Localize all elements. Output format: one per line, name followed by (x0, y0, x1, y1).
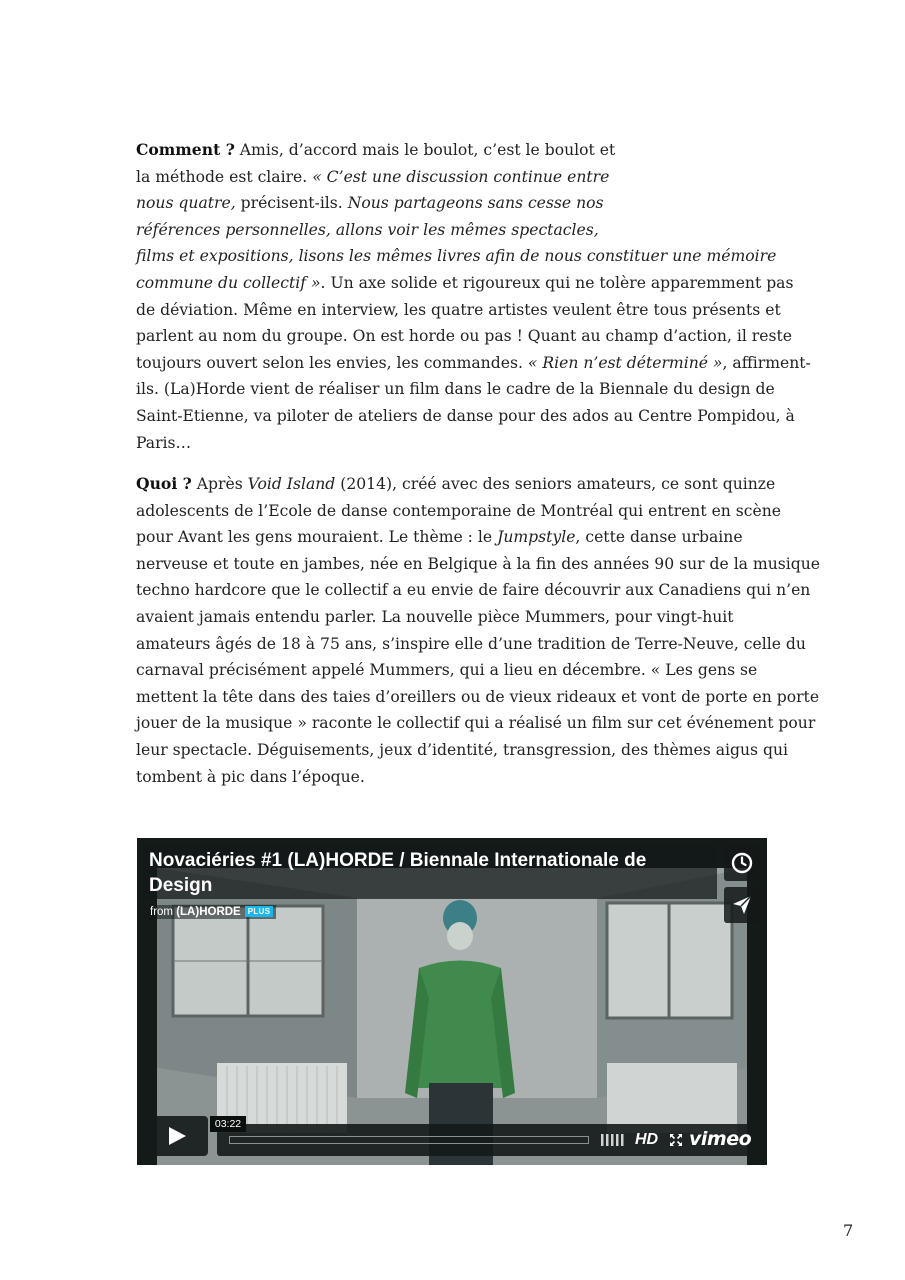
duration-label: 03:22 (210, 1116, 246, 1132)
play-button[interactable] (144, 1116, 208, 1156)
paper-plane-icon (730, 893, 754, 917)
paragraph-quoi: Quoi ? Après Void Island (2014), créé avec des seniors amateurs, ce sont quinze adolescents de l’Ecole de danse contemporaine de Montréal qui entrent en scène pour Avant les gens mouraient. Le thème : le Jumpstyle, cette danse urbaine nerveuse et toute en jambes, née en Belgique à la fin des années 90 sur de la musique techno hardcore que le collectif a eu envie de faire découvrir aux Canadiens qui n’en avaient jamais entendu parler. La nouvelle pièce Mummers, pour vingt-huit amateurs âgés de 18 à 75 ans, s’inspire elle d’une tradition de Terre-Neuve, celle du carnaval précisément appelé Mummers, qui a lieu en décembre. « Les gens se mettent la tête dans des taies d’oreillers ou de vieux rideaux et vont de porte en porte jouer de la musique » raconte le collectif qui a réalisé un film sur cet événement pour leur spectacle. Déguisements, jeux d’identité, transgression, des thèmes aigus qui tombent à pic dans l’époque. (136, 474, 821, 786)
plus-badge: PLUS (245, 906, 274, 917)
video-player[interactable] (137, 838, 767, 1165)
video-byline: from (LA)HORDE PLUS (149, 905, 276, 919)
share-button[interactable] (724, 887, 760, 923)
paragraph-comment: Comment ? Amis, d’accord mais le boulot, c’est le boulot et la méthode est claire. « C’est une discussion continue entre nous quatre, précisent-ils. Nous partageons sans cesse nos références personnelles, allons voir les mêmes spectacles, films et expositions, lisons les mêmes livres afin de nous constituer une mémoire commune du collectif ». Un axe solide et rigoureux qui ne tolère apparemment pas de déviation. Même en interview, les quatre artistes veulent être tous présents et parlent au nom du groupe. On est horde ou pas ! Quant au champ d’action, il reste toujours ouvert selon les envies, les commandes. « Rien n’est déterminé », affirment- ils. (La)Horde vient de réaliser un film dans le cadre de la Biennale du design de Saint-Etienne, va piloter de ateliers de danse pour des ados au Centre Pompidou, à Paris… (136, 140, 811, 452)
control-bar (217, 1124, 760, 1156)
fullscreen-icon[interactable] (669, 1133, 683, 1147)
hd-toggle[interactable]: HD (635, 1131, 659, 1148)
clock-icon (730, 851, 754, 875)
para-heading-quoi: Quoi ? (136, 474, 192, 493)
play-icon (168, 1127, 186, 1145)
page-number: 7 (843, 1221, 854, 1240)
video-title[interactable]: Novaciéries #1 (LA)HORDE / Biennale Internationale de Design (149, 850, 647, 896)
para-heading-comment: Comment ? (136, 140, 235, 159)
author-link[interactable]: (LA)HORDE (176, 906, 241, 918)
watch-later-button[interactable] (724, 845, 760, 881)
volume-icon[interactable] (601, 1134, 627, 1146)
vimeo-logo[interactable]: vimeo (689, 1128, 752, 1150)
progress-bar[interactable] (229, 1136, 589, 1144)
